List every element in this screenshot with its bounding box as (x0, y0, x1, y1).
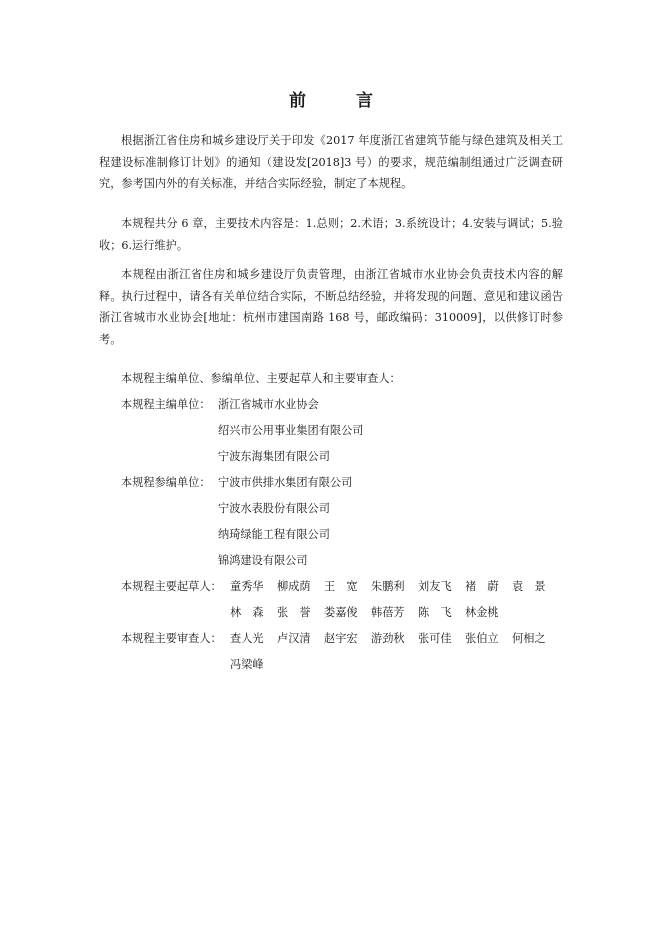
drafter-name: 陈 飞 (418, 606, 452, 619)
chief-editor-unit: 绍兴市公用事业集团有限公司 (218, 424, 364, 437)
reviewers-label: 本规程主要审查人： (121, 632, 222, 645)
reviewer-name: 赵宇宏 (324, 632, 358, 645)
drafter-name: 林金桃 (465, 606, 499, 619)
drafter-name: 褚 蔚 (465, 580, 499, 593)
drafter-name: 张 誉 (277, 606, 311, 619)
reviewers-row-2 (230, 654, 277, 676)
reviewers-row-1 (230, 628, 559, 650)
drafter-name: 林 森 (230, 606, 264, 619)
chief-editor-unit: 浙江省城市水业协会 (218, 398, 319, 411)
drafter-name: 韩蓓芳 (371, 606, 405, 619)
reviewer-name: 卢汉清 (277, 632, 311, 645)
participating-unit: 锦鸿建设有限公司 (218, 554, 308, 567)
reviewer-name: 查人光 (230, 632, 264, 645)
drafters-label: 本规程主要起草人： (121, 580, 222, 593)
paragraph-units-intro: 本规程主编单位、参编单位、主要起草人和主要审查人： (121, 372, 401, 385)
drafter-name: 童秀华 (230, 580, 264, 593)
drafters-row-1 (230, 576, 559, 598)
drafter-name: 王 宽 (324, 580, 358, 593)
reviewer-name: 张伯立 (465, 632, 499, 645)
reviewer-name: 张可佳 (418, 632, 452, 645)
participating-label: 本规程参编单位： (121, 476, 211, 489)
drafter-name: 娄嘉俊 (324, 606, 358, 619)
reviewer-name: 游劲秋 (371, 632, 405, 645)
chief-editor-unit: 宁波东海集团有限公司 (218, 450, 330, 463)
paragraph-basis: 根据浙江省住房和城乡建设厅关于印发《2017 年度浙江省建筑节能与绿色建筑及相关工程建设标准制修订计划》的通知（建设发[2018]3 号）的要求，规范编制组通过广泛调查研究，参考国内外的有关标准，并结合实际经验，制定了本规程。 (99, 134, 563, 191)
reviewer-name: 冯梁峰 (230, 658, 264, 671)
paragraph-management: 本规程由浙江省住房和城乡建设厅负责管理，由浙江省城市水业协会负责技术内容的解释。执行过程中，请各有关单位结合实际，不断总结经验，并将发现的问题、意见和建议函告浙江省城市水业协会[地址：杭州市建国南路 168 号，邮政编码：310009]，以供修订时参考。 (99, 268, 563, 346)
paragraph-contents: 本规程共分 6 章，主要技术内容是：1.总则；2.术语；3.系统设计；4.安装与调试；5.验收；6.运行维护。 (99, 217, 563, 252)
drafter-name: 柳成荫 (277, 580, 311, 593)
drafters-row-2 (230, 602, 512, 624)
participating-unit: 宁波水表股份有限公司 (218, 502, 330, 515)
drafter-name: 袁 景 (512, 580, 546, 593)
reviewer-name: 何相之 (512, 632, 546, 645)
drafter-name: 刘友飞 (418, 580, 452, 593)
drafter-name: 朱鹏利 (371, 580, 405, 593)
chief-editor-label: 本规程主编单位： (121, 398, 211, 411)
participating-unit: 纳琦绿能工程有限公司 (218, 528, 330, 541)
page-title: 前 言 (289, 91, 395, 111)
participating-unit: 宁波市供排水集团有限公司 (218, 476, 353, 489)
